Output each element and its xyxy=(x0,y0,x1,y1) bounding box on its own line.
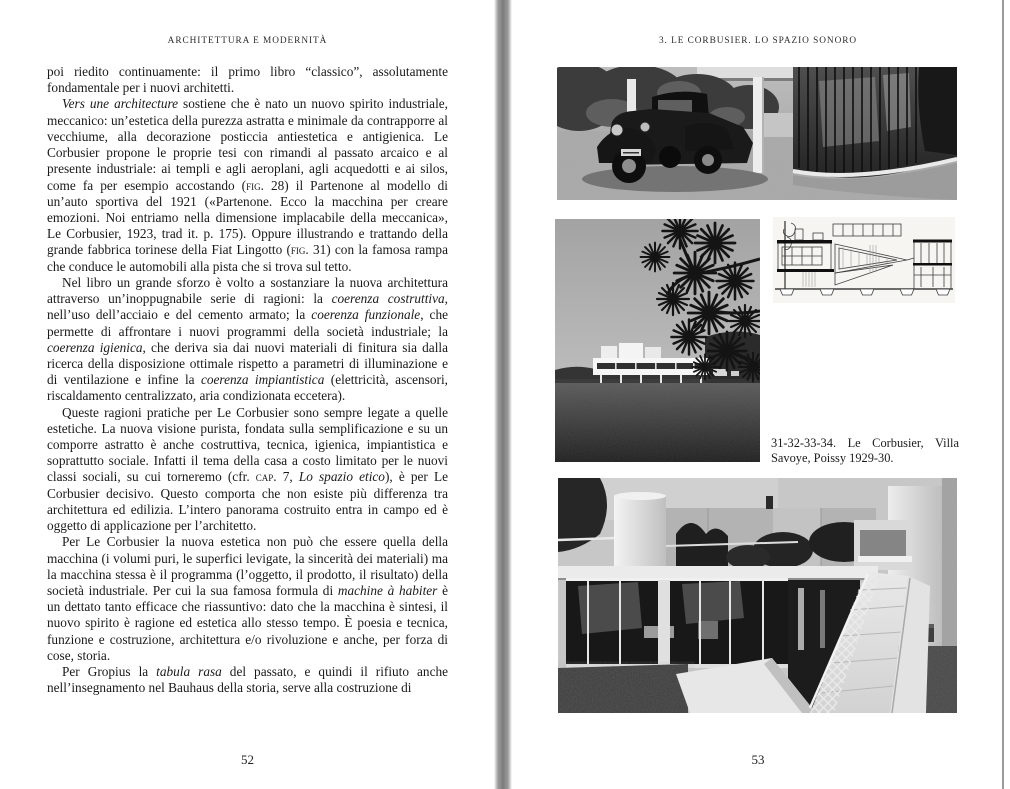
left-running-head: ARCHITETTURA E MODERNITÀ xyxy=(167,36,328,46)
dark-end-wall xyxy=(918,67,957,155)
headlight xyxy=(640,122,650,132)
car-photo-illustration xyxy=(557,67,957,200)
paragraph: Nel libro un grande sforzo è volto a sostanziare la nuova architettura attraverso un’inoppugnabile serie di ragioni: la coerenza costruttiva, nell’uso dell’acciaio e del cemento armato; la coerenza funzionale, che permette di affrontare i nuovi programmi della società industriale; la coerenza igienica, che deriva sia dai nuovi materiali di finitura sia dalla ricerca della disposizione ottimale rispetto a parametri di illuminazione e di ventilazione e infine la coerenza impiantistica (elettricità, ascensori, riscaldamento centralizzato, aria condizionata eccetera). xyxy=(47,274,448,404)
paragraph: Per Gropius la tabula rasa del passato, e quindi il rifiuto anche nell’insegnamento nel Bauhaus della storia, serve alla costruzione di xyxy=(47,664,448,696)
photo-roof-terrace-ramp xyxy=(558,478,957,713)
photo-villa-behind-pine-tree xyxy=(555,219,760,462)
chimney xyxy=(766,496,773,509)
right-running-head: 3. LE CORBUSIER. LO SPAZIO SONORO xyxy=(658,36,858,46)
body-text xyxy=(47,64,448,750)
roof-photo-illustration xyxy=(558,478,957,713)
headlight xyxy=(611,124,623,136)
paragraph: poi riedito continuamente: il primo libro “classico”, assolutamente fondamentale per i nuovi architetti. xyxy=(47,64,448,96)
paragraph: Vers une architecture sostiene che è nato un nuovo spirito industriale, meccanico: un’estetica della purezza astratta e minimale da contrapporre al vecchiume, alla decorazione posticcia antiestetica e antigienica. Le Corbusier propone le proprie tesi con rimandi al passato arcaico e al presente industriale: ai templi e agli aeroplani, agli acquedotti e ai silos, come fa per esempio accostando (fig. 28) il Partenone al modello di un’auto sportiva del 1921 («Partenone. Ecco la macchina per creare emozioni. Noi entriamo nella dimensione implacabile della meccanica», Le Corbusier, 1923, trad it. p. 175). Oppure illustrando e trattando della grande fabbrica torinese della Fiat Lingotto (fig. 31) con la famosa rampa che conduce le automobili alla pista che si trova sul tetto. xyxy=(47,96,448,274)
paragraph: Per Le Corbusier la nuova estetica non può che essere quella della macchina (i volumi puri, le superfici levigate, la sincerità dei materiali) ma la macchina stessa è il programma (l’oggetto, il prodotto, il risultato) della società industriale. Per cui la sua famosa formula di machine à habiter è un dettato tanto efficace che riassuntivo: dato che la macchina è sintesi, il nuovo spirito è ragione ed estetica allo stesso tempo. È poesia e tecnica, funzione e costruzione, architettura e/o rivoluzione e anche, per forza di cose, storia. xyxy=(47,534,448,663)
section-drawing-illustration xyxy=(773,217,955,303)
page-gutter xyxy=(494,0,512,789)
photo-vintage-car-under-pilotis xyxy=(557,67,957,200)
left-page-number: 52 xyxy=(241,752,254,767)
drawing-villa-cross-section xyxy=(773,217,955,303)
parapet-band xyxy=(558,566,878,578)
right-page-number: 53 xyxy=(751,752,765,767)
car-shadow xyxy=(582,166,768,192)
page-edge-line xyxy=(1002,0,1004,789)
pine-photo-illustration xyxy=(555,219,760,462)
figure-caption: 31-32-33-34. Le Corbusier, Villa Savoye, Poissy 1929-30. xyxy=(771,436,959,466)
paragraph: Queste ragioni pratiche per Le Corbusier sono sempre legate a quelle estetiche. La nuova visione purista, fondata sulla semplificazione e su un comporre astratto è anche costruttiva, tecnica, igienica, impiantistica e soprattutto sociale. Infatti il tema della casa a costo limitato per le nuovi classi sociali, su cui torneremo (cfr. cap. 7, Lo spazio etico), è per Le Corbusier decisivo. Questo comporta che non esiste più differenza tra architettura ed edilizia. L’intero panorama costruito entra in campo ed è oggetto di applicazione per l’architetto. xyxy=(47,404,448,534)
